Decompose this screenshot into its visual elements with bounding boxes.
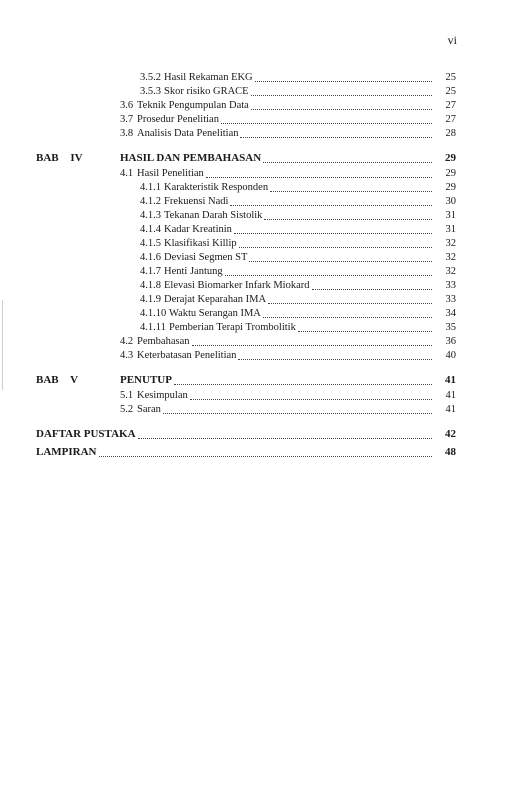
- toc-leader-dots: [255, 72, 432, 82]
- toc-entry-page: 48: [445, 446, 456, 458]
- toc-entry-page: 29: [445, 152, 456, 164]
- toc-entry-title: Pemberian Terapi Trombolitik: [169, 322, 296, 333]
- toc-entry-title: Elevasi Biomarker Infark Miokard: [164, 280, 310, 291]
- toc-entry-title: Prosedur Penelitian: [137, 114, 219, 125]
- toc-entry-title: Teknik Pengumpulan Data: [137, 100, 249, 111]
- toc-entry-page: 32: [445, 252, 456, 263]
- toc-entry: [140, 279, 456, 292]
- toc-entry-number: 4.1.4: [140, 224, 161, 235]
- toc-leader-dots: [234, 224, 432, 234]
- toc-entry-title: HASIL DAN PEMBAHASAN: [120, 152, 262, 164]
- toc-entry-page: 34: [445, 308, 456, 319]
- toc-entry: [36, 428, 456, 441]
- toc-entry-number: 4.1.6: [140, 252, 161, 263]
- toc-entry-number: 4.1.3: [140, 210, 161, 221]
- toc-entry-page: 41: [445, 374, 456, 386]
- toc-entry-number: BAB IV: [36, 152, 83, 164]
- toc-entry: [140, 223, 456, 236]
- toc-entry-title: PENUTUP: [120, 374, 172, 386]
- toc-entry: [140, 71, 456, 84]
- toc-leader-dots: [190, 390, 432, 400]
- toc-leader-dots: [230, 196, 432, 206]
- toc-entry-title: Hasil Penelitian: [137, 168, 204, 179]
- toc-leader-dots: [312, 280, 433, 290]
- toc-entry-number: 4.1.9: [140, 294, 161, 305]
- toc-entry-title: Pembahasan: [137, 336, 190, 347]
- toc-entry: [120, 99, 456, 112]
- toc-entry-number: 4.1.1: [140, 182, 161, 193]
- toc-entry-number: 4.1.2: [140, 196, 161, 207]
- toc-entry-number: 3.8: [120, 128, 134, 139]
- toc-entry-page: 27: [445, 114, 456, 125]
- toc-entry-page: 25: [445, 86, 456, 97]
- toc-entry: [120, 403, 456, 416]
- toc-entry-title: Saran: [137, 404, 161, 415]
- toc-entry-page: 32: [445, 266, 456, 277]
- toc-leader-dots: [240, 128, 432, 138]
- toc-entry-page: 36: [445, 336, 456, 347]
- toc-leader-dots: [163, 404, 432, 414]
- toc-entry: [140, 265, 456, 278]
- toc-entry-number: 4.1.5: [140, 238, 161, 249]
- toc-entry: [36, 152, 456, 165]
- toc-entry-title: Frekuensi Nadi: [164, 196, 229, 207]
- toc-entry-page: 42: [445, 428, 456, 440]
- toc-entry-number: 4.3: [120, 350, 134, 361]
- toc-entry-title: Kesimpulan: [137, 390, 188, 401]
- toc-entry-title: Henti Jantung: [164, 266, 223, 277]
- toc-entry: [120, 335, 456, 348]
- toc-leader-dots: [249, 252, 432, 262]
- toc-entry-number: 5.2: [120, 404, 134, 415]
- toc-entry-number: 4.1: [120, 168, 134, 179]
- toc-entry-title: LAMPIRAN: [36, 446, 97, 458]
- toc-leader-dots: [99, 447, 433, 457]
- toc-leader-dots: [221, 114, 432, 124]
- toc-entry-number: 3.6: [120, 100, 134, 111]
- toc-entry: [120, 349, 456, 362]
- toc-entry: [140, 251, 456, 264]
- toc-entry: [140, 85, 456, 98]
- toc-leader-dots: [138, 429, 432, 439]
- page-number: vi: [447, 33, 457, 47]
- toc-leader-dots: [238, 350, 432, 360]
- toc-entry-number: 4.1.7: [140, 266, 161, 277]
- toc-entry: [140, 209, 456, 222]
- toc-entry: [140, 321, 456, 334]
- toc-entry-number: 5.1: [120, 390, 134, 401]
- toc-entry-title: Skor risiko GRACE: [164, 86, 249, 97]
- toc-leader-dots: [225, 266, 432, 276]
- toc-entry: [140, 237, 456, 250]
- toc-entry-page: 35: [445, 322, 456, 333]
- toc-entry-number: BAB V: [36, 374, 79, 386]
- toc-leader-dots: [270, 182, 432, 192]
- toc-leader-dots: [251, 86, 432, 96]
- toc-entry-number: 4.1.10: [140, 308, 167, 319]
- toc-leader-dots: [264, 210, 432, 220]
- toc-entry-title: Deviasi Segmen ST: [164, 252, 248, 263]
- toc-entry-number: 3.5.2: [140, 72, 161, 83]
- toc-entry: [140, 307, 456, 320]
- toc-leader-dots: [298, 322, 432, 332]
- toc-entry-title: Tekanan Darah Sistolik: [164, 210, 263, 221]
- toc-entry-title: Keterbatasan Penelitian: [137, 350, 237, 361]
- toc-leader-dots: [251, 100, 432, 110]
- toc-leader-dots: [239, 238, 432, 248]
- toc-entry: [120, 113, 456, 126]
- toc-entry-page: 41: [445, 404, 456, 415]
- toc-entry: [140, 293, 456, 306]
- toc-entry-page: 32: [445, 238, 456, 249]
- scan-edge-mark: [2, 300, 3, 390]
- toc-leader-dots: [263, 153, 432, 163]
- toc-leader-dots: [174, 375, 432, 385]
- toc-entry-title: Hasil Rekaman EKG: [164, 72, 253, 83]
- toc-entry: [36, 446, 456, 459]
- toc-entry-number: 4.2: [120, 336, 134, 347]
- toc-leader-dots: [206, 168, 432, 178]
- toc-entry-title: Analisis Data Penelitian: [137, 128, 239, 139]
- toc-entry-page: 29: [445, 182, 456, 193]
- toc-entry-page: 27: [445, 100, 456, 111]
- toc-entry-page: 29: [445, 168, 456, 179]
- toc-entry: [140, 195, 456, 208]
- toc-entry-title: Waktu Serangan IMA: [169, 308, 261, 319]
- toc-entry-number: 3.5.3: [140, 86, 161, 97]
- toc-entry: [120, 127, 456, 140]
- toc-entry: [36, 374, 456, 387]
- toc-entry-title: Kadar Kreatinin: [164, 224, 232, 235]
- toc-entry-number: 4.1.8: [140, 280, 161, 291]
- toc-leader-dots: [263, 308, 432, 318]
- toc-entry: [120, 167, 456, 180]
- toc-entry-page: 31: [445, 210, 456, 221]
- toc-entry: [140, 181, 456, 194]
- toc-leader-dots: [268, 294, 432, 304]
- toc-entry-title: DAFTAR PUSTAKA: [36, 428, 136, 440]
- toc-entry: [120, 389, 456, 402]
- toc-entry-page: 30: [445, 196, 456, 207]
- toc-entry-page: 33: [445, 294, 456, 305]
- toc-entry-page: 33: [445, 280, 456, 291]
- toc-entry-page: 40: [445, 350, 456, 361]
- toc-entry-page: 31: [445, 224, 456, 235]
- toc-entry-title: Derajat Keparahan IMA: [164, 294, 267, 305]
- toc-leader-dots: [192, 336, 433, 346]
- toc-entry-number: 4.1.11: [140, 322, 166, 333]
- toc-entry-title: Karakteristik Responden: [164, 182, 269, 193]
- toc-entry-page: 41: [445, 390, 456, 401]
- toc-entry-title: Klasifikasi Killip: [164, 238, 237, 249]
- toc-entry-page: 28: [445, 128, 456, 139]
- toc-entry-number: 3.7: [120, 114, 134, 125]
- toc-entry-page: 25: [445, 72, 456, 83]
